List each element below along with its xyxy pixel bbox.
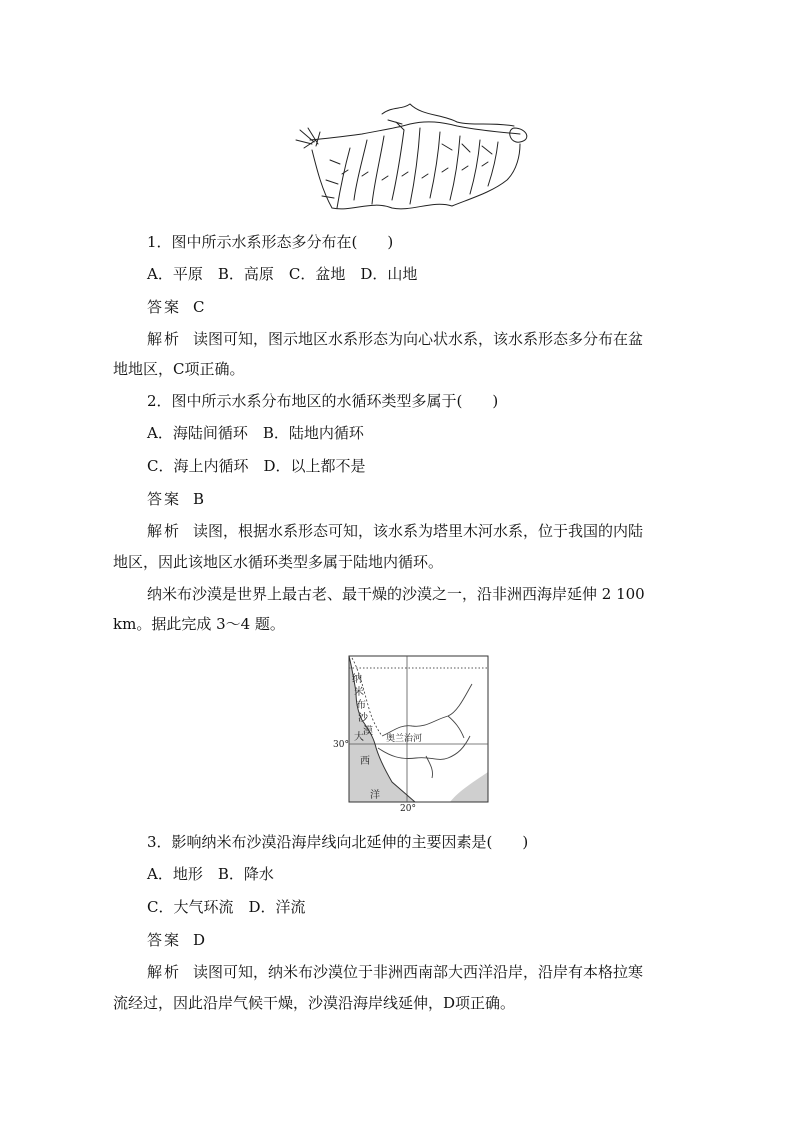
question-3-stem: 3．影响纳米布沙漠沿海岸线向北延伸的主要因素是( ) [147,833,529,851]
question-3-answer: 答案 D [147,931,206,949]
question-1-answer: 答案 C [147,298,205,316]
namib-label-5: 漠 [363,726,373,737]
latitude-label: 30° [333,740,349,750]
namib-label-2: 米 [354,687,364,698]
southern-land-shading [450,772,488,802]
question-1-options: A．平原 B．高原 C．盆地 D．山地 [147,265,418,283]
question-3-options-row2: C．大气环流 D．洋流 [147,898,306,916]
question-3-analysis-cont: 流经过，因此沿岸气候干燥，沙漠沿海岸线延伸，D项正确。 [113,994,516,1012]
river-label: 奥兰治河 [386,734,423,744]
question-1-stem: 1．图中所示水系形态多分布在( ) [147,233,394,251]
drainage-map-figure [292,100,538,218]
question-2-answer: 答案 B [147,490,205,508]
namib-label-4: 沙 [358,713,368,724]
longitude-label: 20° [400,804,416,812]
question-3-options-row1: A．地形 B．降水 [147,865,274,883]
namib-label-1: 纳 [352,674,362,685]
namib-label-3: 布 [356,700,366,711]
question-2-options-row1: A．海陆间循环 B．陆地内循环 [147,424,364,442]
ocean-label-1: 大 [354,732,364,743]
ocean-label-3: 洋 [370,790,380,801]
question-2-analysis: 解析 读图，根据水系形态可知，该水系为塔里木河水系，位于我国的内陆 [147,522,644,540]
namib-map-figure [330,652,495,812]
namib-map [330,652,495,812]
question-2-stem: 2．图中所示水系分布地区的水循环类型多属于( ) [147,392,499,410]
intro-paragraph: 纳米布沙漠是世界上最古老、最干燥的沙漠之一，沿非洲西海岸延伸 2 100 [147,585,645,603]
question-3-analysis: 解析 读图可知，纳米布沙漠位于非洲西南部大西洋沿岸，沿岸有本格拉寒 [147,963,644,981]
question-1-analysis: 解析 读图可知，图示地区水系形态为向心状水系，该水系形态多分布在盆 [147,330,644,348]
drainage-map-sketch [292,100,538,218]
question-1-analysis-cont: 地地区，C项正确。 [113,360,245,378]
question-2-options-row2: C．海上内循环 D．以上都不是 [147,457,366,475]
question-2-analysis-cont: 地区，因此该地区水循环类型多属于陆地内循环。 [113,553,444,571]
ocean-label-2: 西 [360,756,370,767]
intro-paragraph-cont: km。据此完成 3～4 题。 [113,615,285,633]
